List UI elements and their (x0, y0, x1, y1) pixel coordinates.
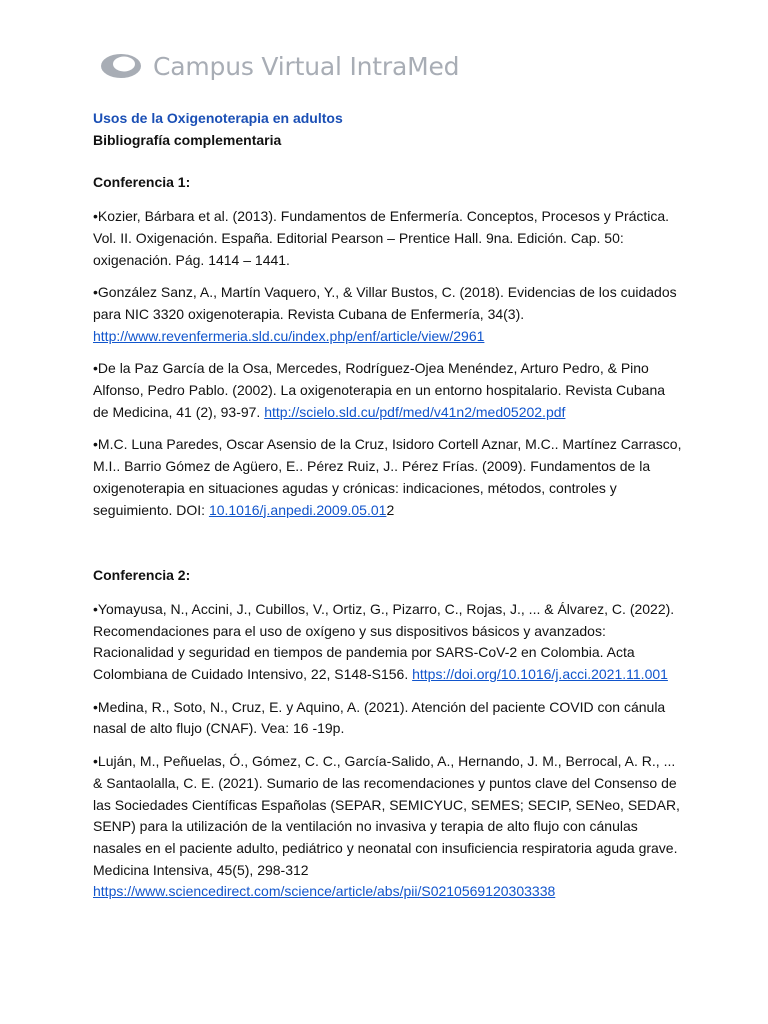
brand-name: Campus Virtual IntraMed (153, 51, 460, 81)
reference-item: •Yomayusa, N., Accini, J., Cubillos, V., Ortiz, G., Pizarro, C., Rojas, J., ... & Álvarez, C. (2022). Recomendaciones para el uso de oxígeno y sus dispositivos básicos y avanzados: Racionalidad y seguridad en tiempos de pandemia por SARS-CoV-2 en Colombia. Acta Colombiana de Cuidado Intensivo, 22, S148-S156. https://doi.org/10.1016/j.acci.2021.11.001 (93, 600, 675, 683)
reference-item: •Kozier, Bárbara et al. (2013). Fundamentos de Enfermería. Conceptos, Procesos y Práctica. Vol. II. Oxigenación. España. Editorial Pearson – Prentice Hall. 9na. Edición. Cap. 50: oxigenación. Pág. 1414 – 1441. (93, 208, 670, 268)
document-subtitle: Bibliografía complementaria (93, 131, 282, 148)
section-heading-conferencia-1: Conferencia 1: (93, 174, 191, 191)
reference-item: •Medina, R., Soto, N., Cruz, E. y Aquino, A. (2021). Atención del paciente COVID con cánula nasal de alto flujo (CNAF). Vea: 16 -19p. (93, 698, 666, 737)
document-title: Usos de la Oxigenoterapia en adultos (93, 110, 343, 126)
section-heading-conferencia-2: Conferencia 2: (93, 567, 191, 584)
reference-link[interactable]: http://scielo.sld.cu/pdf/med/v41n2/med05202.pdf (264, 403, 566, 420)
reference-item: •González Sanz, A., Martín Vaquero, Y., & Villar Bustos, C. (2018). Evidencias de los cuidados para NIC 3320 oxigenoterapia. Revista Cubana de Enfermería, 34(3). http://www.revenfermeria.sld.cu/index.php/enf/article/view/2961 (93, 284, 677, 344)
reference-link[interactable]: https://www.sciencedirect.com/science/article/abs/pii/S0210569120303338 (93, 883, 556, 900)
site-header (99, 46, 459, 86)
reference-item: •De la Paz García de la Osa, Mercedes, Rodríguez-Ojea Menéndez, Arturo Pedro, & Pino Alfonso, Pedro Pablo. (2002). La oxigenoterapia en un entorno hospitalario. Revista Cubana de Medicina, 41 (2), 93-97. http://scielo.sld.cu/pdf/med/v41n2/med05202.pdf (93, 360, 666, 420)
reference-link[interactable]: http://www.revenfermeria.sld.cu/index.php/enf/article/view/2961 (93, 327, 485, 344)
document-body (93, 108, 683, 903)
campus-logo-icon (99, 51, 143, 81)
reference-item: •M.C. Luna Paredes, Oscar Asensio de la Cruz, Isidoro Cortell Aznar, M.C.. Martínez Carrasco, M.I.. Barrio Gómez de Agüero, E.. Pérez Ruiz, J.. Pérez Frías. (2009). Fundamentos de la oxigenoterapia en situaciones agudas y crónicas: indicaciones, métodos, controles y seguimiento. DOI: 10.1016/j.anpedi.2009.05.012 (93, 436, 682, 518)
reference-item: •Luján, M., Peñuelas, Ó., Gómez, C. C., García-Salido, A., Hernando, J. M., Berrocal, A. R., ... & Santaolalla, C. E. (2021). Sumario de las recomendaciones y puntos clave del Consenso de las Sociedades Científicas Españolas (SEPAR, SEMICYUC, SEMES; SECIP, SENeo, SEDAR, SENP) para la utilización de la ventilación no invasiva y terapia de alto flujo con cánulas nasales en el paciente adulto, pediátrico y neonatal con insuficiencia respiratoria aguda grave. Medicina Intensiva, 45(5), 298-312 https://www.sciencedirect.com/science/article/abs/pii/S0210569120303338 (93, 753, 680, 900)
reference-doi-link[interactable]: 10.1016/j.anpedi.2009.05.01 (208, 501, 387, 518)
reference-link[interactable]: https://doi.org/10.1016/j.acci.2021.11.001 (412, 666, 668, 683)
